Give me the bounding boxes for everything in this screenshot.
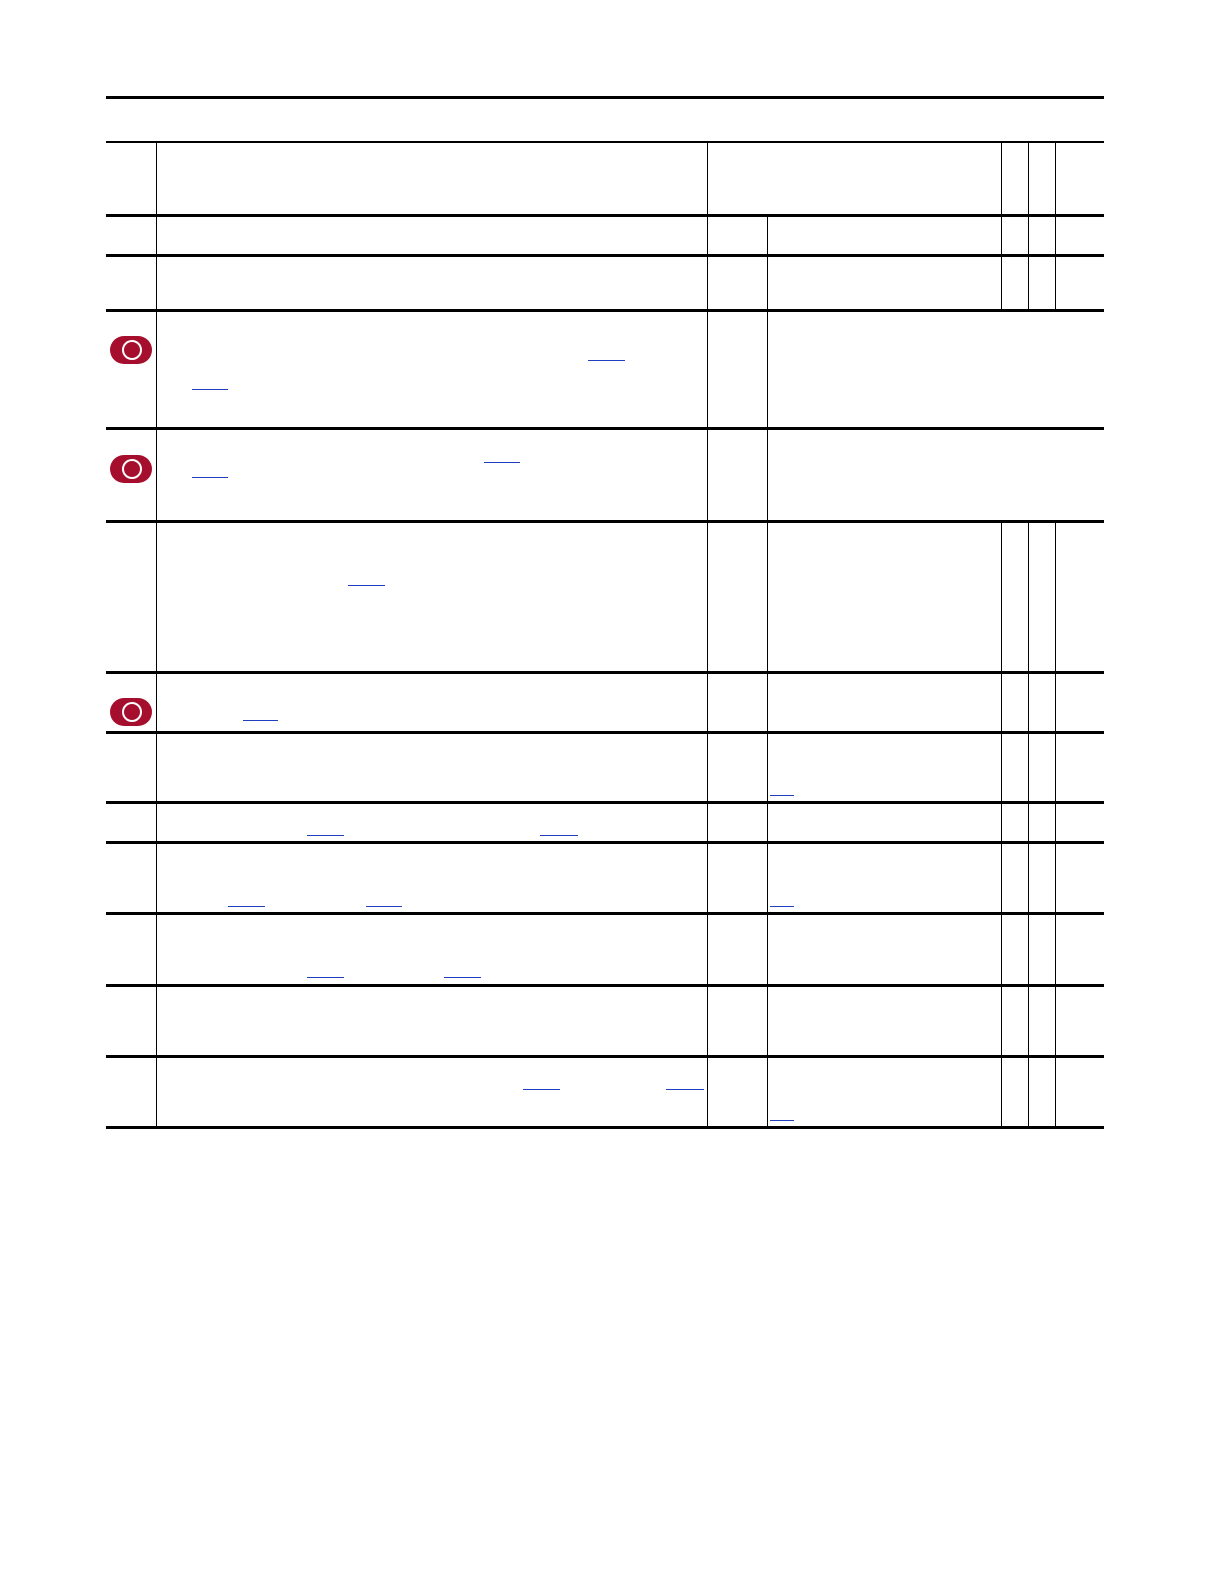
row-rule-6: [106, 731, 1104, 734]
row-rule-8: [106, 841, 1104, 844]
table-bottom-rule: [106, 1126, 1104, 1129]
cross-reference-link[interactable]: [540, 835, 578, 836]
column-divider-narrow-3: [1055, 143, 1056, 310]
row-rule-1: [106, 254, 1104, 257]
row-rule-11: [106, 1055, 1104, 1058]
stop-icon: [110, 455, 152, 483]
column-divider-narrow-2: [1028, 143, 1029, 310]
row-rule-4: [106, 520, 1104, 523]
cross-reference-link[interactable]: [770, 1120, 794, 1121]
cross-reference-link[interactable]: [307, 835, 344, 836]
cross-reference-link[interactable]: [243, 720, 278, 721]
row-rule-2: [106, 309, 1104, 312]
row-rule-5: [106, 671, 1104, 674]
stop-icon: [110, 336, 152, 364]
cross-reference-link[interactable]: [192, 389, 228, 390]
row-rule-header: [106, 214, 1104, 217]
cross-reference-link[interactable]: [484, 462, 520, 463]
column-divider-narrow-1: [1001, 143, 1002, 310]
cross-reference-link[interactable]: [523, 1089, 560, 1090]
column-divider-narrow-3: [1055, 523, 1056, 1129]
table-top-rule: [106, 141, 1104, 143]
cross-reference-link[interactable]: [588, 360, 625, 361]
cross-reference-link[interactable]: [307, 977, 344, 978]
row-rule-10: [106, 984, 1104, 987]
column-divider-narrow-1: [1001, 523, 1002, 1129]
stop-icon-ring: [122, 702, 142, 722]
column-divider-description: [707, 143, 708, 1129]
column-divider-left: [156, 143, 157, 1129]
cross-reference-link[interactable]: [228, 906, 265, 907]
cross-reference-link[interactable]: [192, 477, 228, 478]
cross-reference-link[interactable]: [770, 795, 794, 796]
stop-icon-ring: [122, 340, 142, 360]
page-top-rule: [106, 96, 1104, 99]
cross-reference-link[interactable]: [366, 906, 402, 907]
row-rule-9: [106, 912, 1104, 915]
cross-reference-link[interactable]: [348, 585, 385, 586]
stop-icon-ring: [122, 459, 142, 479]
row-rule-7: [106, 801, 1104, 804]
cross-reference-link[interactable]: [666, 1089, 704, 1090]
cross-reference-link[interactable]: [770, 906, 794, 907]
column-divider-narrow-2: [1028, 523, 1029, 1129]
stop-icon: [110, 698, 152, 726]
row-rule-3: [106, 427, 1104, 430]
cross-reference-link[interactable]: [444, 977, 481, 978]
